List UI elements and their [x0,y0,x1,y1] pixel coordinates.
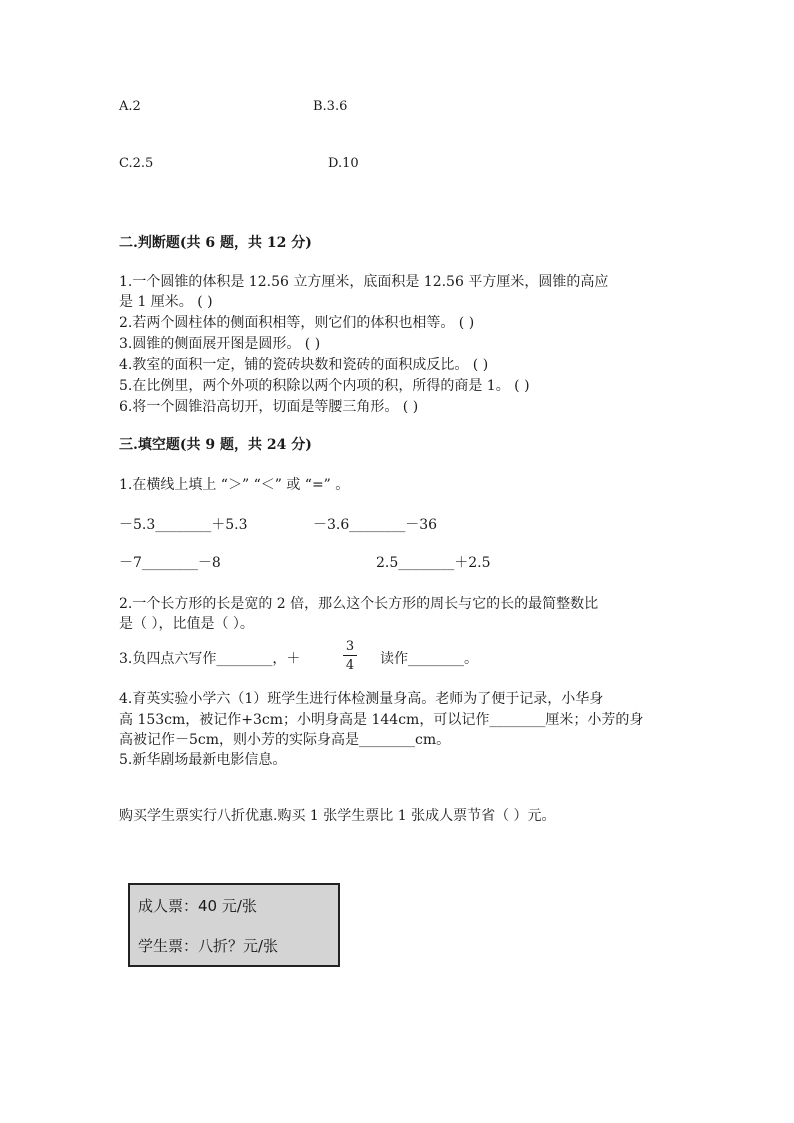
fill-q4-line1: 4.育英实验小学六（1）班学生进行体检测量身高。老师为了便于记录，小华身 [119,691,604,707]
judge-item-4: 4.教室的面积一定，铺的瓷砖块数和瓷砖的面积成反比。 ( ) [119,357,489,373]
judge-item-5: 5.在比例里，两个外项的积除以两个内项的积，所得的商是 1。 ( ) [119,378,530,394]
ticket-price-box [128,883,340,967]
fill-q3-before: 3.负四点六写作________，＋ [119,651,301,667]
fill-q3-after: 读作________。 [380,651,478,667]
option-b: B.3.6 [313,99,348,114]
fill-q1-prompt: 1.在横线上填上 “＞” “＜” 或 “=” 。 [119,477,350,493]
adult-ticket-price: 成人票：40 元/张 [138,897,257,915]
fill-q1-row2-right: 2.5________＋2.5 [376,555,491,571]
option-c: C.2.5 [119,156,154,171]
fraction-three-quarters [339,640,361,672]
fraction-numerator: 3 [345,639,355,654]
fill-q4-line2: 高 153cm，被记作+3cm；小明身高是 144cm，可以记作________厘米；小芳的身 [119,712,644,728]
fill-q5-line2: 购买学生票实行八折优惠.购买 1 张学生票比 1 张成人票节省（ ）元。 [119,808,556,824]
judge-item-1b: 是 1 厘米。 ( ) [119,294,213,310]
judge-item-2: 2.若两个圆柱体的侧面积相等，则它们的体积也相等。 ( ) [119,315,475,331]
fraction-denominator: 4 [345,658,355,673]
fill-q5-line1: 5.新华剧场最新电影信息。 [119,752,287,768]
option-d: D.10 [328,156,359,171]
fill-q1-row1-left: －5.3________＋5.3 [119,517,248,533]
judge-item-6: 6.将一个圆锥沿高切开，切面是等腰三角形。 ( ) [119,399,419,415]
section2-heading: 二.判断题(共 6 题，共 12 分) [119,235,312,251]
option-a: A.2 [119,99,141,114]
judge-item-3: 3.圆锥的侧面展开图是圆形。 ( ) [119,336,321,352]
fill-q4-line3: 高被记作－5cm，则小芳的实际身高是________cm。 [119,732,451,748]
student-ticket-price: 学生票：八折？元/张 [138,937,279,955]
fill-q1-row1-right: －3.6________－36 [313,517,438,533]
fill-q2-line2: 是（ ），比值是（ ）。 [119,616,254,632]
judge-item-1a: 1.一个圆锥的体积是 12.56 立方厘米，底面积是 12.56 平方厘米，圆锥的高应 [119,274,609,290]
fill-q2-line1: 2.一个长方形的长是宽的 2 倍，那么这个长方形的周长与它的长的最简整数比 [119,596,599,612]
fill-q1-row2-left: －7________－8 [119,555,221,571]
section3-heading: 三.填空题(共 9 题，共 24 分) [119,437,312,453]
